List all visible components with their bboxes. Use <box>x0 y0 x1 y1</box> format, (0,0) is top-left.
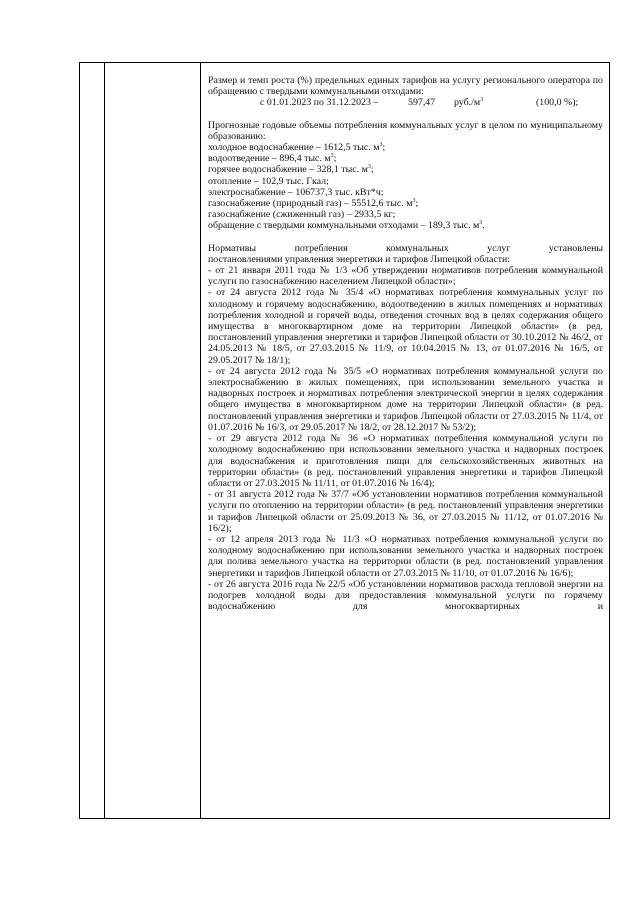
volumes-heading: Прогнозные годовые объемы потребления коммунальных услуг в целом по муниципальному образованию: <box>208 119 603 142</box>
norms-heading-line2: постановлениями управления энергетики и тарифов Липецкой области: <box>208 253 511 265</box>
tariff-period: с 01.01.2023 по 31.12.2023 – <box>260 97 379 109</box>
tariff-unit: $руб./м^3$ <box>454 97 484 109</box>
document-table <box>79 62 610 819</box>
volumes-list <box>208 142 603 232</box>
tariff-row <box>260 97 603 108</box>
volume-item: горячее водоснабжение – 328,1 тыс. $м^3$; <box>208 164 374 176</box>
volume-item: газоснабжение (природный газ) – 55512,6 тыс. $м^3$; <box>208 198 419 210</box>
tariff-rate: (100,0 %); <box>536 97 579 109</box>
norm-item: - от 12 апреля 2013 года № 11/3 «О нормативах потребления коммунальной услуги по холодному водоснабжению при использовании земельного участка и надворных построек для полива земельного участка на территории области (в ред. постановлений управления энергетики и тарифов Липецкой области от 27.03.2015 № 11/10, от 01.07.2016 № 16/6); <box>208 533 603 579</box>
norm-item: - от 21 января 2011 года № 1/3 «Об утверждении нормативов потребления коммунальной услуги по газоснабжению населением Липецкой области»; <box>208 265 603 288</box>
tariff-value: 597,47 <box>408 97 436 109</box>
table-cell-content <box>208 75 603 612</box>
volume-item: холодное водоснабжение – 1612,5 тыс. $м^3$; <box>208 142 386 154</box>
norm-item: - от 31 августа 2012 года № 37/7 «Об установлении нормативов потребления коммунальной услуги по отоплению на территории области» (в ред. постановлений управления энергетики и тарифов Липецкой области от 25.09.2013 № 36, от 27.03.2015 № 11/12, от 01.07.2016 № 16/2); <box>208 489 603 534</box>
table-column-divider <box>200 63 201 818</box>
norm-item: - от 24 августа 2012 года № 35/5 «О нормативах потребления коммунальной услуги по электроснабжению в жилых помещениях, при использовании земельного участка и надворных построек и нормативах потребления электрической энергии в целях содержания общего имущества в многоквартирном доме на территории Липецкой области» (в ред. постановлений управления энергетики и тарифов Липецкой области от 27.03.2015 № 11/4, от 01.07.2016 № 16/3, от 29.05.2017 № 18/2, от 28.12.2017 № 53/2); <box>208 365 603 433</box>
volume-item: электроснабжение – 106737,3 тыс. кВт*ч; <box>208 186 384 198</box>
table-column-divider <box>104 63 105 818</box>
norm-item: - от 24 августа 2012 года № 35/4 «О нормативах потребления коммунальных услуг по холодному и горячему водоснабжению, водоотведению в жилых помещениях и нормативах потребления холодной и горячей воды, отведения сточных вод в целях содержания общего имущества в многоквартирном доме на территории Липецкой области» (в ред. постановлений управления энергетики и тарифов Липецкой области от 30.10.2012 № 46/2, от 24.05.2013 № 18/5, от 27.03.2015 № 11/9, от 10.04.2015 № 13, от 01.07.2016 № 16/5, от 29.05.2017 № 18/1); <box>208 287 603 366</box>
tariff-heading: Размер и темп роста (%) предельных единых тарифов на услугу регионального оператора по обращению с твердыми коммунальными отходами: <box>208 75 603 98</box>
volume-item: отопление – 102,9 тыс. Гкал; <box>208 175 329 187</box>
norms-list <box>208 265 603 612</box>
volume-item: водоотведение – 896,4 тыс. $м^3$; <box>208 153 337 165</box>
volume-item: газоснабжение (сжиженный газ) – 2933,5 кг; <box>208 209 396 221</box>
volume-item: обращение с твердыми коммунальными отходами – 189,3 тыс. $м^3$. <box>208 220 485 232</box>
norm-item: - от 26 августа 2016 года № 22/5 «Об установлении нормативов расхода тепловой энергии на подогрев холодной воды для предоставления коммунальной услуги по горячему водоснабжению для многоквартирных и <box>208 578 603 613</box>
norm-item: - от 29 августа 2012 года № 36 «О нормативах потребления коммунальной услуги по холодному водоснабжению при использовании земельного участка и надворных построек для водоснабжения и приготовления пищи для сельскохозяйственных животных на территории области» (в ред. постановлений управления энергетики и тарифов Липецкой области от 27.03.2015 № 11/11, от 01.07.2016 № 16/4); <box>208 433 603 489</box>
norms-heading-line1: Нормативы потребления коммунальных услуг установлены <box>208 242 603 254</box>
